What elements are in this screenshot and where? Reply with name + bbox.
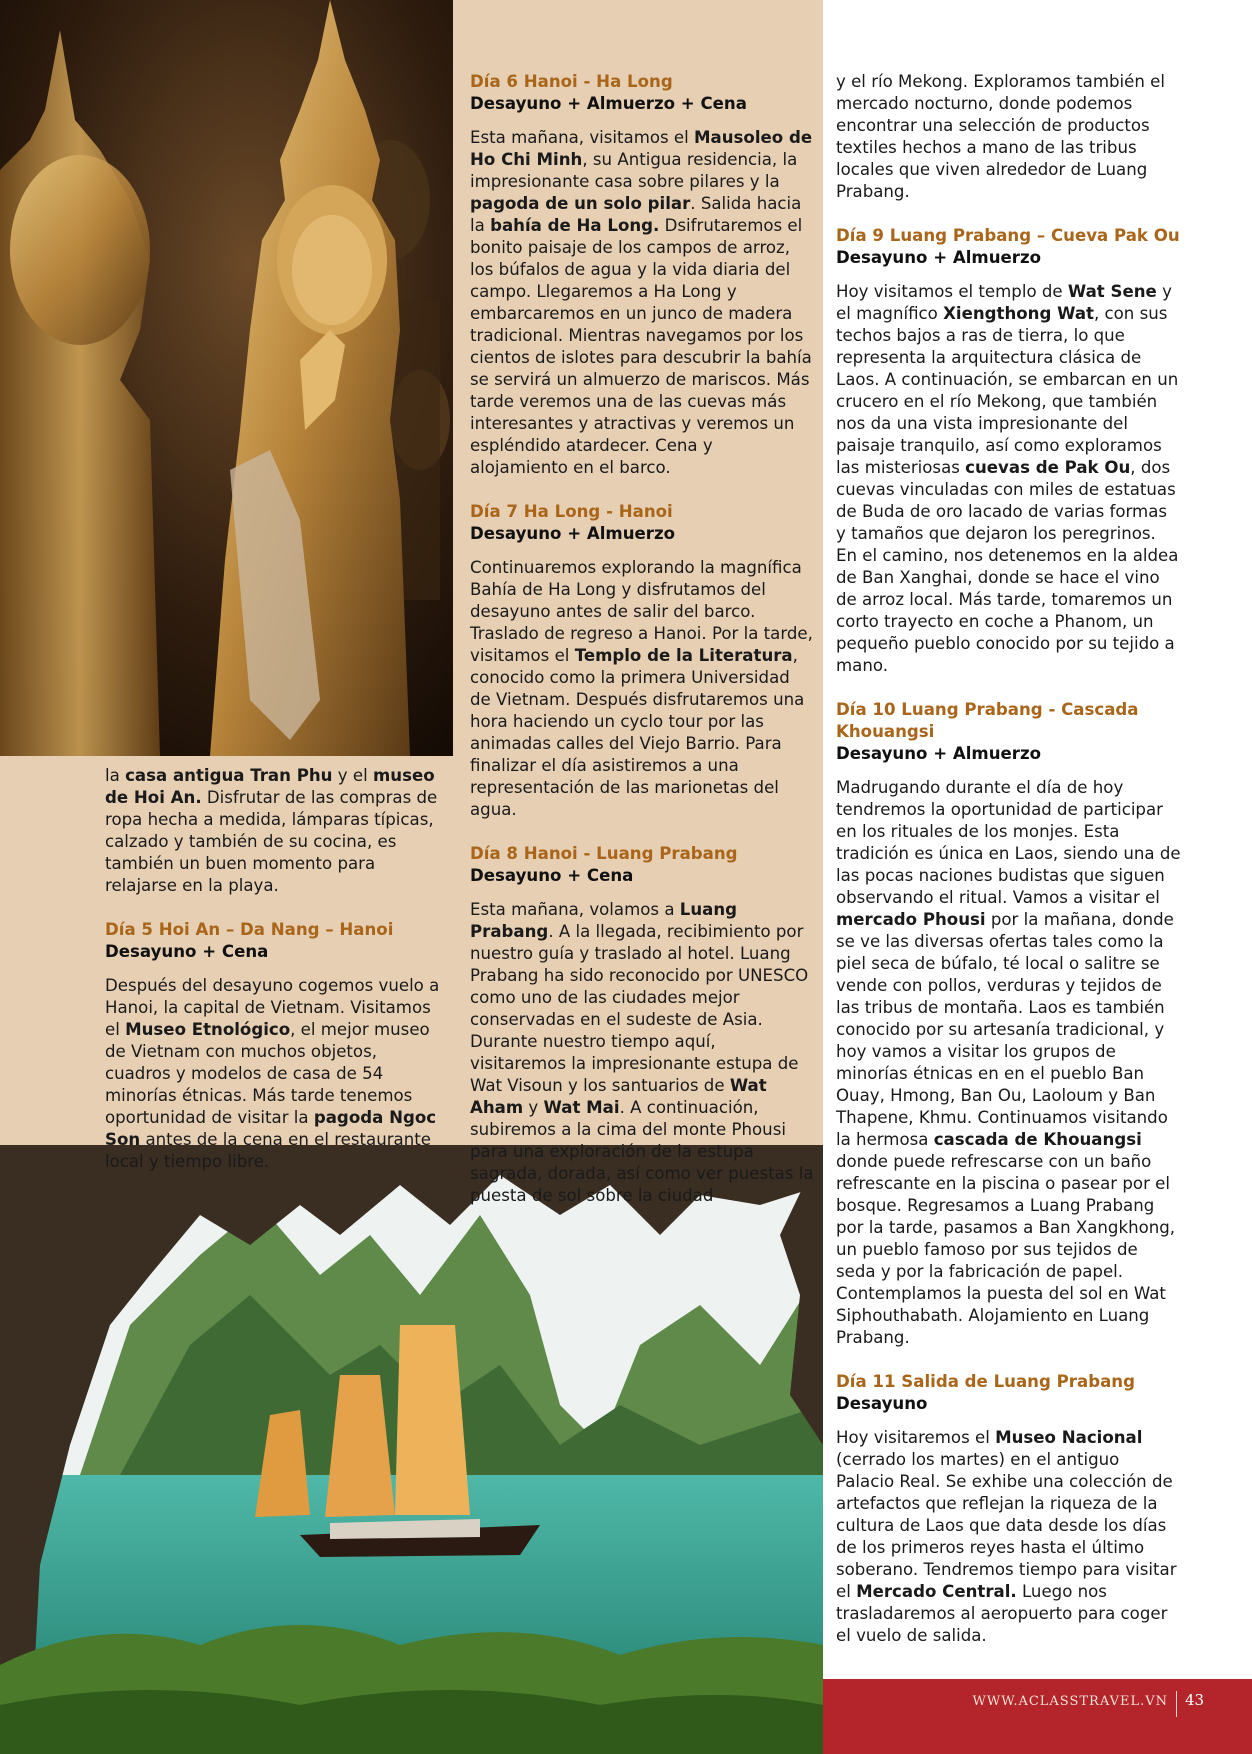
column-left	[105, 765, 445, 1195]
highlight-text: Wat Mai	[543, 1098, 620, 1117]
column-right	[836, 71, 1182, 1669]
body-text: donde puede refrescarse con un baño refrescante en la piscina o pasear por el bosque. Regresamos a Luang Prabang por la tarde, pasamos a Ban Xangkhong, un pueblo famoso por sus tejidos de seda y por la fabricación de papel. Contemplamos la puesta del sol en Wat Siphouthabath. Alojamiento en Luang Prabang.	[836, 1152, 1176, 1347]
highlight-text: cuevas de Pak Ou	[965, 458, 1131, 477]
body-text: , dos cuevas vinculadas con miles de estatuas de Buda de oro lacado de varias formas y tamaños que dejaron los peregrinos. En el camino, nos detenemos en la aldea de Ban Xanghai, donde se hace el vino de arroz local. Más tarde, tomaremos un corto trayecto en coche a Phanom, un pequeño pueblo conocido por su tejido a mano.	[836, 458, 1179, 675]
body-text: , conocido como la primera Universidad de Vietnam. Después disfrutaremos una hora haciendo un cyclo tour por las animadas calles del Viejo Barrio. Para finalizar el día asistiremos a una representación de las marionetas del agua.	[470, 646, 805, 819]
itinerary-section	[836, 1371, 1182, 1647]
highlight-text: mercado Phousi	[836, 910, 986, 929]
day-heading: Día 10 Luang Prabang - Cascada Khouangsi	[836, 700, 1139, 741]
body-text: Dsifrutaremos el bonito paisaje de los campos de arroz, los búfalos de agua y la vida diaria del campo. Llegaremos a Ha Long y embarcaremos en un junco de madera tradicional. Mientras navegamos por los cientos de islotes para descubrir la bahía se servirá un almuerzo de mariscos. Más tarde veremos una de las cuevas más interesantes y atractivas y veremos un espléndido atardecer. Cena y alojamiento en el barco.	[470, 216, 812, 477]
highlight-text: museo de Hoi An.	[105, 766, 435, 807]
day-heading: Día 8 Hanoi - Luang Prabang	[470, 844, 738, 863]
body-text: , con sus techos bajos a ras de tierra, lo que representa la arquitectura clásica de Laos. A continuación, se embarcan en un crucero en el río Mekong, que también nos da una vista impresionante del paisaje tranquilo, así como exploramos las misteriosas	[836, 304, 1179, 477]
day-description	[470, 127, 815, 479]
itinerary-section	[836, 71, 1182, 203]
itinerary-section	[836, 699, 1182, 1349]
day-heading: Día 6 Hanoi - Ha Long	[470, 72, 673, 91]
day-description	[836, 1427, 1182, 1647]
day-heading: Día 11 Salida de Luang Prabang	[836, 1372, 1135, 1391]
day-heading: Día 5 Hoi An – Da Nang – Hanoi	[105, 920, 394, 939]
highlight-text: Mausoleo de Ho Chi Minh	[470, 128, 813, 169]
body-text: antes de la cena en el restaurante local y tiempo libre.	[105, 1130, 431, 1171]
body-text: Hoy visitaremos el	[836, 1428, 996, 1447]
highlight-text: Museo Etnológico	[125, 1020, 291, 1039]
body-text: la	[105, 766, 126, 785]
highlight-text: Templo de la Literatura	[574, 646, 793, 665]
body-text: Luego nos trasladaremos al aeropuerto para coger el vuelo de salida.	[836, 1582, 1168, 1645]
itinerary-section	[836, 225, 1182, 677]
body-text: . A la llegada, recibimiento por nuestro guía y traslado al hotel. Luang Prabang ha sido reconocido por UNESCO como uno de las ciudades mejor conservadas en el sudeste de Asia. Durante nuestro tiempo aquí, visitaremos la impresionante estupa de Wat Visoun y los santuarios de	[470, 922, 809, 1095]
itinerary-section	[470, 843, 815, 1207]
body-text: . Salida hacia la	[470, 194, 802, 235]
footer-divider	[1176, 1691, 1177, 1717]
itinerary-section	[105, 919, 445, 1173]
day-description	[470, 557, 815, 821]
meals-line: Desayuno	[836, 1394, 928, 1413]
highlight-text: bahía de Ha Long.	[490, 216, 660, 235]
day-description	[105, 975, 445, 1173]
highlight-text: Luang Prabang	[470, 900, 738, 941]
highlight-text: cascada de Khouangsi	[933, 1130, 1142, 1149]
footer-url[interactable]: WWW.ACLASSTRAVEL.VN	[972, 1694, 1168, 1709]
body-text: Hoy visitamos el templo de	[836, 282, 1068, 301]
day-description	[836, 71, 1182, 203]
meals-line: Desayuno + Cena	[105, 942, 269, 961]
body-text: Continuaremos explorando la magnífica Bahía de Ha Long y disfrutamos del desayuno antes de salir del barco. Traslado de regreso a Hanoi. Por la tarde, visitamos el	[470, 558, 813, 665]
day-description	[470, 899, 815, 1207]
body-text: Disfrutar de las compras de ropa hecha a medida, lámparas típicas, calzado y también de su cocina, es también un buen momento para relajarse en la playa.	[105, 788, 438, 895]
meals-line: Desayuno + Cena	[470, 866, 634, 885]
highlight-text: Museo Nacional	[995, 1428, 1143, 1447]
body-text: Después del desayuno cogemos vuelo a Hanoi, la capital de Vietnam. Visitamos el	[105, 976, 440, 1039]
highlight-text: Wat Sene	[1067, 282, 1157, 301]
body-text: (cerrado los martes) en el antiguo Palacio Real. Se exhibe una colección de artefactos que reflejan la riqueza de la cultura de Laos que data desde los días de los primeros reyes hasta el último soberano. Tendremos tiempo para visitar el	[836, 1450, 1177, 1601]
body-text: por la mañana, donde se ve las diversas ofertas tales como la piel seca de búfalo, té local o salitre se vende con pollos, verduras y tejidos de las tribus de montaña. Laos es también conocido por su artesanía tradicional, y hoy vamos a visitar los grupos de minorías étnicas en en el pueblo Ban Ouay, Hmong, Ban Ou, Laoloum y Ban Thapene, Khmu. Continuamos visitando la hermosa	[836, 910, 1174, 1149]
body-text: y	[523, 1098, 544, 1117]
itinerary-section	[105, 765, 445, 897]
highlight-text: Mercado Central.	[856, 1582, 1017, 1601]
body-text: Madrugando durante el día de hoy tendremos la oportunidad de participar en los rituales de los monjes. Esta tradición es única en Laos, siendo una de las pocas naciones budistas que siguen observando el ritual. Vamos a visitar el	[836, 778, 1181, 907]
day-description	[836, 281, 1182, 677]
highlight-text: Wat Aham	[470, 1076, 767, 1117]
body-text: , el mejor museo de Vietnam con muchos objetos, cuadros y modelos de casa de 54 minorías étnicas. Más tarde tenemos oportunidad de visitar la	[105, 1020, 430, 1127]
body-text: y el	[332, 766, 373, 785]
body-text: Esta mañana, visitamos el	[470, 128, 695, 147]
day-heading: Día 7 Ha Long - Hanoi	[470, 502, 673, 521]
highlight-text: casa antigua Tran Phu	[125, 766, 333, 785]
body-text: , su Antigua residencia, la impresionante casa sobre pilares y la	[470, 150, 798, 191]
column-middle	[470, 71, 815, 1229]
buddha-statues-photo	[0, 0, 453, 756]
body-text: . A continuación, subiremos a la cima del monte Phousi para una exploración de la estupa sagrada, dorada, así como ver puestas la puesta de sol sobre la ciudad	[470, 1098, 814, 1205]
itinerary-section	[470, 501, 815, 821]
itinerary-section	[470, 71, 815, 479]
body-text: y el magnífico	[836, 282, 1172, 323]
page-number: 43	[1185, 1691, 1205, 1709]
day-description	[105, 765, 445, 897]
meals-line: Desayuno + Almuerzo	[836, 744, 1042, 763]
day-description	[836, 777, 1182, 1349]
highlight-text: pagoda de un solo pilar	[470, 194, 691, 213]
meals-line: Desayuno + Almuerzo + Cena	[470, 94, 747, 113]
meals-line: Desayuno + Almuerzo	[470, 524, 676, 543]
highlight-text: Xiengthong Wat	[943, 304, 1094, 323]
halong-bay-junk-photo	[0, 1145, 823, 1754]
day-heading: Día 9 Luang Prabang – Cueva Pak Ou	[836, 226, 1180, 245]
body-text: y el río Mekong. Exploramos también el mercado nocturno, donde podemos encontrar una selección de productos textiles hechos a mano de las tribus locales que viven alrededor de Luang Prabang.	[836, 72, 1165, 201]
highlight-text: pagoda Ngoc Son	[105, 1108, 437, 1149]
meals-line: Desayuno + Almuerzo	[836, 248, 1042, 267]
footer-bar	[823, 1679, 1252, 1754]
body-text: Esta mañana, volamos a	[470, 900, 680, 919]
